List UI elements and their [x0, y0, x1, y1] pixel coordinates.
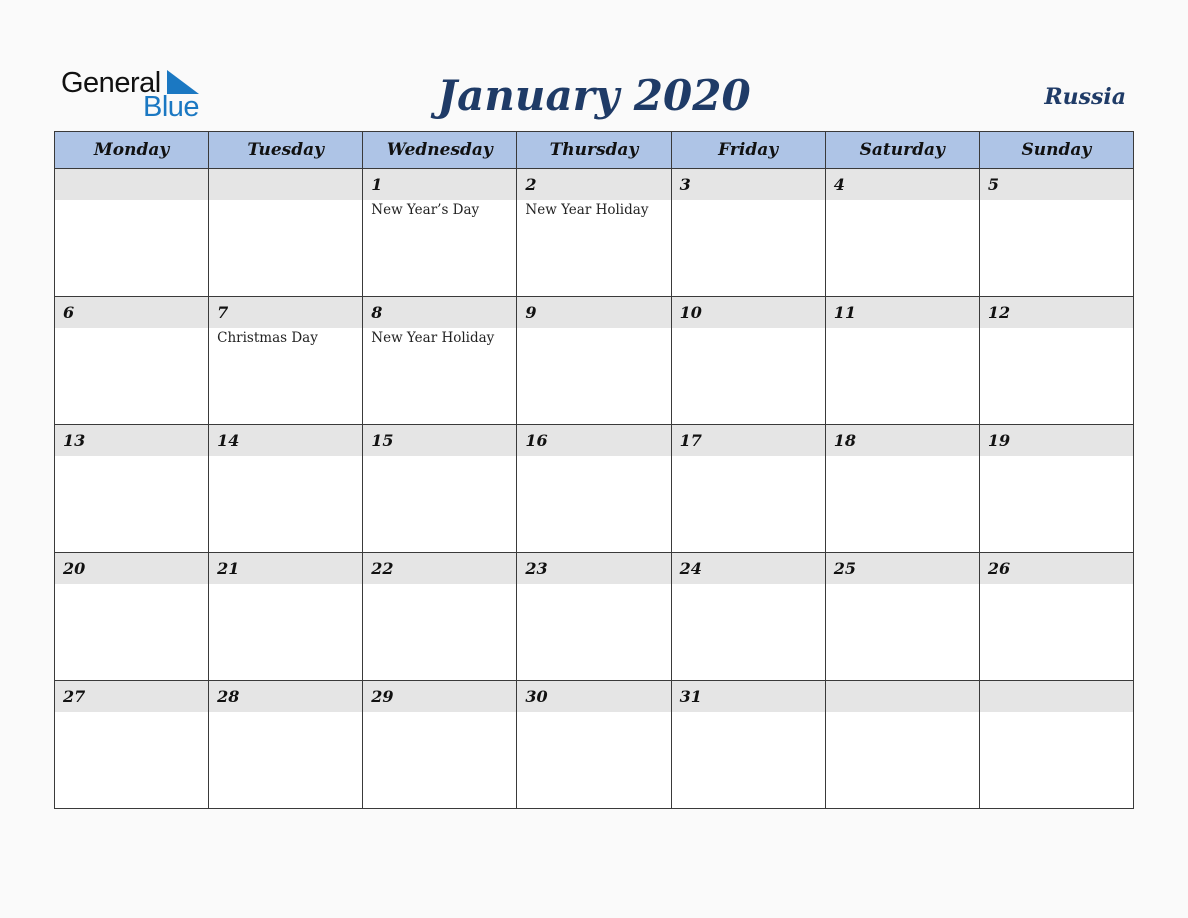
holiday-label — [55, 456, 208, 457]
holiday-label — [672, 712, 825, 713]
day-number: 11 — [826, 297, 979, 328]
week-row — [55, 297, 1134, 425]
day-cell — [979, 169, 1133, 297]
holiday-label — [517, 456, 670, 457]
day-number — [826, 681, 979, 712]
day-cell — [979, 553, 1133, 681]
day-number — [980, 681, 1133, 712]
week-row — [55, 169, 1134, 297]
holiday-label — [363, 456, 516, 457]
holiday-label: New Year’s Day — [371, 202, 480, 218]
day-cell — [671, 425, 825, 553]
day-cell — [209, 169, 363, 297]
holiday-label — [672, 584, 825, 585]
logo-word-blue: Blue — [143, 91, 200, 123]
day-cell — [825, 681, 979, 809]
day-cell — [671, 553, 825, 681]
day-number: 31 — [672, 681, 825, 712]
month-calendar — [54, 131, 1134, 809]
holiday-label: Christmas Day — [217, 330, 318, 346]
day-cell — [209, 425, 363, 553]
day-number: 20 — [55, 553, 208, 584]
day-cell — [517, 681, 671, 809]
holiday-label — [826, 328, 979, 329]
weekday-header: Monday — [55, 132, 209, 169]
holiday-label — [672, 328, 825, 329]
day-number: 23 — [517, 553, 670, 584]
day-number: 10 — [672, 297, 825, 328]
holiday-label — [55, 712, 208, 713]
holiday-label: New Year Holiday — [371, 330, 495, 346]
weekday-header: Tuesday — [209, 132, 363, 169]
holiday-label — [826, 200, 979, 201]
holiday-label: New Year Holiday — [525, 202, 649, 218]
day-number: 29 — [363, 681, 516, 712]
holiday-label — [826, 712, 979, 713]
day-cell — [671, 297, 825, 425]
day-cell — [363, 553, 517, 681]
holiday-label — [55, 584, 208, 585]
day-number: 22 — [363, 553, 516, 584]
day-cell — [517, 425, 671, 553]
day-cell — [979, 297, 1133, 425]
holiday-label — [517, 584, 670, 585]
day-number: 12 — [980, 297, 1133, 328]
holiday-label — [209, 456, 362, 457]
holiday-label — [826, 584, 979, 585]
holiday-label — [363, 712, 516, 713]
day-number: 9 — [517, 297, 670, 328]
holiday-label — [672, 456, 825, 457]
holiday-label — [517, 712, 670, 713]
day-number: 18 — [826, 425, 979, 456]
day-number: 21 — [209, 553, 362, 584]
day-number: 24 — [672, 553, 825, 584]
day-number: 19 — [980, 425, 1133, 456]
day-number: 1 — [363, 169, 516, 200]
holiday-label — [980, 712, 1133, 713]
country-label: Russia — [1044, 84, 1126, 110]
weekday-header-row — [55, 132, 1134, 169]
day-number: 8 — [363, 297, 516, 328]
holiday-label — [209, 200, 362, 201]
holiday-label — [55, 200, 208, 201]
day-number: 2 — [517, 169, 670, 200]
day-number: 27 — [55, 681, 208, 712]
day-cell — [209, 553, 363, 681]
day-cell — [825, 425, 979, 553]
holiday-label — [209, 584, 362, 585]
weekday-header: Wednesday — [363, 132, 517, 169]
day-number: 30 — [517, 681, 670, 712]
day-cell — [209, 681, 363, 809]
day-cell — [979, 425, 1133, 553]
day-cell — [979, 681, 1133, 809]
weekday-header: Thursday — [517, 132, 671, 169]
day-number: 15 — [363, 425, 516, 456]
week-row — [55, 425, 1134, 553]
day-cell — [671, 681, 825, 809]
holiday-label — [517, 328, 670, 329]
holiday-label — [980, 584, 1133, 585]
day-number: 5 — [980, 169, 1133, 200]
day-cell — [363, 425, 517, 553]
holiday-label — [363, 584, 516, 585]
weekday-header: Saturday — [825, 132, 979, 169]
day-cell — [517, 169, 671, 297]
day-cell — [55, 681, 209, 809]
day-cell — [825, 553, 979, 681]
day-number: 28 — [209, 681, 362, 712]
day-cell — [363, 681, 517, 809]
weekday-header: Friday — [671, 132, 825, 169]
day-number: 6 — [55, 297, 208, 328]
day-cell — [671, 169, 825, 297]
day-cell — [55, 425, 209, 553]
holiday-label — [209, 712, 362, 713]
day-number: 4 — [826, 169, 979, 200]
holiday-label — [672, 200, 825, 201]
holiday-label — [980, 456, 1133, 457]
day-number: 14 — [209, 425, 362, 456]
holiday-label — [55, 328, 208, 329]
day-number — [209, 169, 362, 200]
logo-word-general: General — [61, 67, 161, 99]
day-cell — [825, 169, 979, 297]
day-cell — [825, 297, 979, 425]
day-cell — [363, 169, 517, 297]
day-cell — [209, 297, 363, 425]
day-number — [55, 169, 208, 200]
day-number: 3 — [672, 169, 825, 200]
day-cell — [517, 553, 671, 681]
weekday-header: Sunday — [979, 132, 1133, 169]
day-number: 13 — [55, 425, 208, 456]
day-number: 26 — [980, 553, 1133, 584]
holiday-label — [980, 328, 1133, 329]
day-number: 16 — [517, 425, 670, 456]
holiday-label — [826, 456, 979, 457]
day-number: 7 — [209, 297, 362, 328]
week-row — [55, 681, 1134, 809]
day-cell — [55, 169, 209, 297]
day-cell — [363, 297, 517, 425]
day-cell — [517, 297, 671, 425]
day-number: 17 — [672, 425, 825, 456]
holiday-label — [980, 200, 1133, 201]
day-number: 25 — [826, 553, 979, 584]
page-title: January 2020 — [437, 71, 751, 120]
day-cell — [55, 553, 209, 681]
week-row — [55, 553, 1134, 681]
day-cell — [55, 297, 209, 425]
